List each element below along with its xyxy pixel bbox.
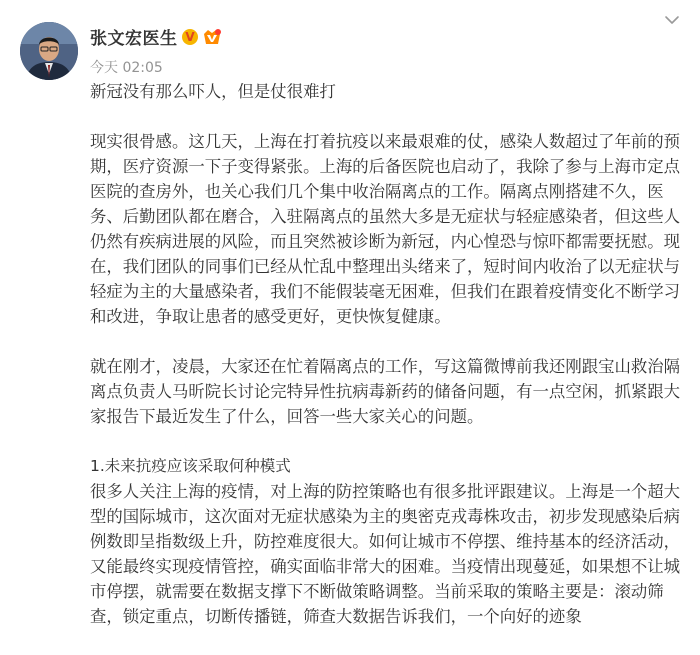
paragraph-spacer <box>90 329 682 354</box>
chevron-down-icon[interactable] <box>664 14 680 26</box>
weibo-member-badge-icon[interactable] <box>202 28 222 46</box>
author-name[interactable]: 张文宏医生 <box>90 29 178 49</box>
section-heading: 1.未来抗疫应该采取何种模式 <box>90 457 291 475</box>
post-content <box>90 79 682 629</box>
post-paragraph: 现实很骨感。这几天，上海在打着抗疫以来最艰难的仗，感染人数超过了年前的预期，医疗资源一下子变得紧张。上海的后备医院也启动了，我除了参与上海市定点医院的查房外，也关心我们几个集中收治隔离点的工作。隔离点刚搭建不久，医务、后勤团队都在磨合，入驻隔离点的虽然大多是无症状与轻症感染者，但这些人仍然有疾病进展的风险，而且突然被诊断为新冠，内心惶恐与惊吓都需要抚慰。现在，我们团队的同事们已经从忙乱中整理出头绪来了，短时间内收治了以无症状与轻症为主的大量感染者，我们不能假装毫无困难，但我们在跟着疫情变化不断学习和改进，争取让患者的感受更好，更快恢复健康。 <box>90 132 681 326</box>
paragraph-spacer <box>90 104 682 129</box>
post-timestamp: 今天 02:05 <box>90 60 163 76</box>
paragraph-spacer <box>90 429 682 454</box>
post-headline: 新冠没有那么吓人，但是仗很难打 <box>90 82 336 101</box>
post-paragraph: 就在刚才，凌晨，大家还在忙着隔离点的工作，写这篇微博前我还刚跟宝山救治隔离点负责人马昕院长讨论完特异性抗病毒新药的储备问题，有一点空闲，抓紧跟大家报告下最近发生了什么，回答一些大家关心的问题。 <box>90 357 681 426</box>
author-avatar[interactable] <box>20 22 78 80</box>
post-paragraph: 很多人关注上海的疫情，对上海的防控策略也有很多批评跟建议。上海是一个超大型的国际城市，这次面对无症状感染为主的奥密克戎毒株攻击，初步发现感染后病例数即呈指数级上升，防控难度很大。如何让城市不停摆、维持基本的经济活动，又能最终实现疫情管控，确实面临非常大的困难。当疫情出现蔓延，如果想不让城市停摆，就需要在数据支撑下不断做策略调整。当前采取的策略主要是：滚动筛查，锁定重点，切断传播链，筛查大数据告诉我们，一个向好的迹象 <box>90 482 681 626</box>
weibo-verified-v-icon: V <box>182 29 198 45</box>
avatar-portrait <box>20 22 78 80</box>
